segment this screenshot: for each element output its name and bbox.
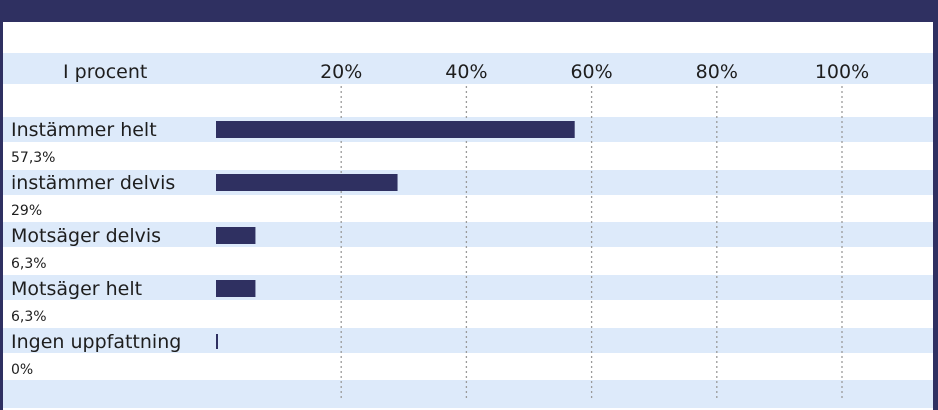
frame-left-border bbox=[0, 0, 3, 410]
bar bbox=[216, 227, 255, 244]
frame-right-border bbox=[933, 0, 938, 410]
category-label: Ingen uppfattning bbox=[11, 331, 182, 353]
x-tick-label: 40% bbox=[445, 61, 488, 83]
x-tick-label: 80% bbox=[695, 61, 738, 83]
bar bbox=[216, 280, 255, 297]
x-tick-label: 100% bbox=[814, 61, 870, 83]
bar bbox=[216, 121, 575, 138]
bar bbox=[216, 334, 218, 349]
category-label: instämmer delvis bbox=[11, 172, 176, 194]
x-tick-label: 60% bbox=[570, 61, 613, 83]
value-label: 6,3% bbox=[11, 256, 47, 272]
category-label: Motsäger helt bbox=[11, 278, 143, 300]
value-label: 0% bbox=[11, 362, 34, 378]
value-label: 29% bbox=[11, 203, 43, 219]
value-label: 57,3% bbox=[11, 150, 56, 166]
bar bbox=[216, 174, 398, 191]
value-label: 6,3% bbox=[11, 309, 47, 325]
category-label: Motsäger delvis bbox=[11, 225, 162, 247]
stripe-band bbox=[3, 380, 933, 408]
category-label: Instämmer helt bbox=[11, 119, 157, 141]
header-label: I procent bbox=[63, 61, 148, 83]
x-tick-label: 20% bbox=[320, 61, 363, 83]
stripe-band bbox=[3, 275, 933, 300]
frame-header-bar bbox=[0, 0, 938, 22]
